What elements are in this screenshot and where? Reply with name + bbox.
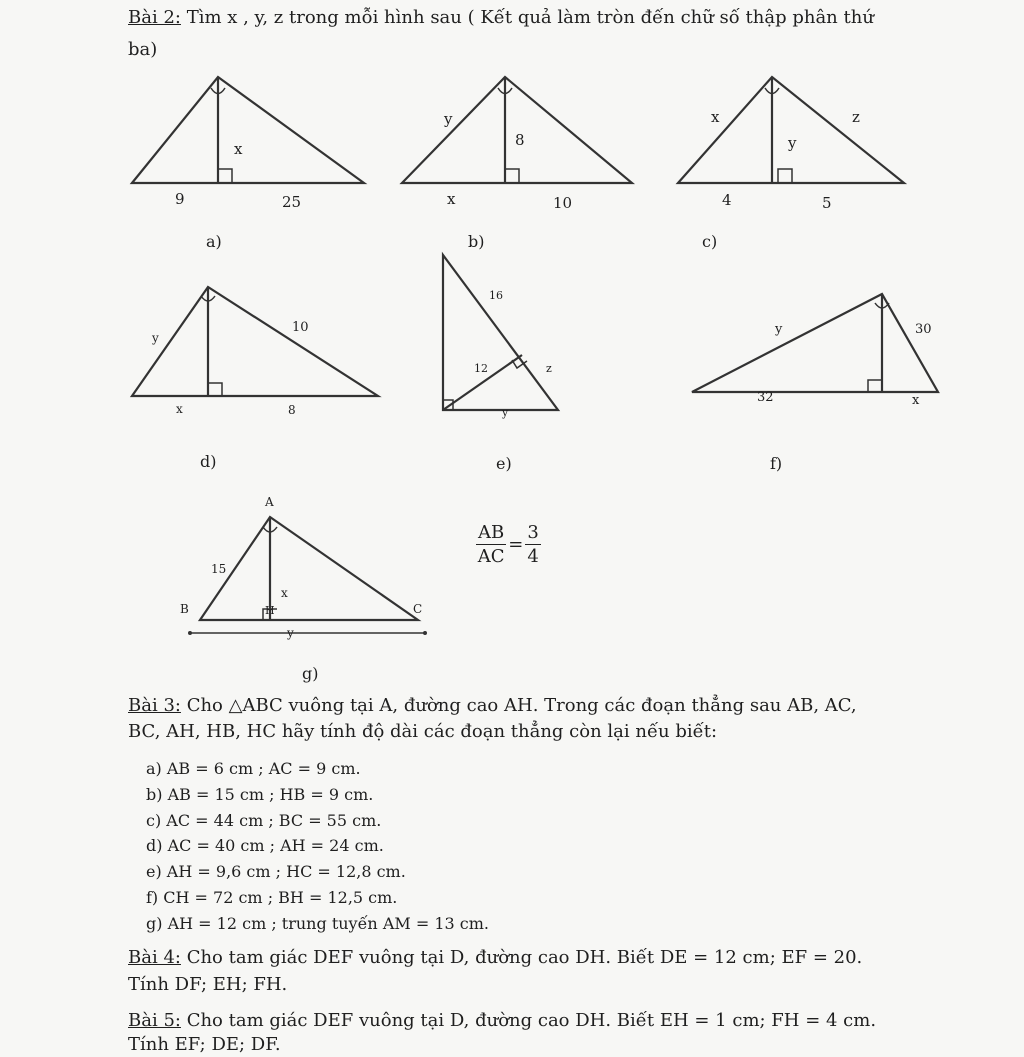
bai3-item-d: d) AC = 40 cm ; AH = 24 cm. (146, 836, 384, 855)
bai3-item-b: b) AB = 15 cm ; HB = 9 cm. (146, 785, 374, 804)
fig-g-y: y (287, 626, 294, 640)
fig-b-x: x (447, 190, 456, 208)
fig-c-l1: 4 (722, 191, 732, 209)
bai3-line1 (128, 694, 928, 718)
fig-d-caption: d) (200, 452, 217, 471)
triangle-d (132, 287, 378, 396)
fig-f-y: y (775, 322, 783, 337)
fig-b-l2: 10 (553, 194, 573, 212)
bai3-line2: BC, AH, HB, HC hãy tính độ dài các đoạn thẳng còn lại nếu biết: (128, 721, 718, 742)
fig-e-z: z (546, 362, 552, 375)
fig-f-x: x (912, 393, 920, 408)
bai2-text: Tìm x , y, z trong mỗi hình sau ( Kết quả làm tròn đến chữ số thập phân thứ (180, 7, 874, 28)
bai4-title: Bài 4: (128, 947, 181, 968)
fig-g-H: H (265, 604, 275, 617)
fig-e-caption: e) (496, 454, 512, 473)
fig-g-caption: g) (302, 664, 319, 683)
triangle-c (678, 77, 904, 183)
fig-d-x: x (176, 402, 183, 416)
ratio-val-num: 3 (527, 522, 539, 543)
bai2-title: Bài 2: (128, 7, 181, 28)
fig-e-y: y (502, 406, 509, 419)
bai3-text: Cho △ABC vuông tại A, đường cao AH. Trong các đoạn thẳng sau AB, AC, (180, 695, 857, 716)
fig-g-side: 15 (211, 562, 227, 576)
fig-b-h: 8 (515, 131, 525, 149)
ratio-val-den: 4 (527, 546, 539, 567)
bai3-item-g: g) AH = 12 cm ; trung tuyến AM = 13 cm. (146, 914, 489, 933)
bai3-item-f: f) CH = 72 cm ; BH = 12,5 cm. (146, 888, 398, 907)
fig-c-l2: 5 (822, 194, 832, 212)
fig-g-A: A (265, 495, 274, 509)
triangle-a (132, 77, 364, 183)
fig-d-l2: 8 (288, 403, 296, 417)
triangle-b (402, 77, 632, 183)
bai3-item-e: e) AH = 9,6 cm ; HC = 12,8 cm. (146, 862, 406, 881)
bai4-line1 (128, 946, 928, 970)
fig-c-caption: c) (702, 232, 718, 251)
bai3-item-a: a) AB = 6 cm ; AC = 9 cm. (146, 759, 361, 778)
bai4-text: Cho tam giác DEF vuông tại D, đường cao DH. Biết DE = 12 cm; EF = 20. (180, 947, 863, 968)
bai4-line2: Tính DF; EH; FH. (128, 974, 288, 995)
fig-g-B: B (180, 602, 189, 616)
ratio-num: AB (478, 522, 505, 543)
fig-e-top: 16 (489, 289, 503, 302)
bai5-line2: Tính EF; DE; DF. (128, 1034, 281, 1055)
triangle-f (692, 294, 938, 392)
bai3-item-c: c) AC = 44 cm ; BC = 55 cm. (146, 811, 382, 830)
fig-a-x: x (234, 140, 243, 158)
fig-a-l1: 9 (175, 190, 185, 208)
bai5-line1 (128, 1009, 928, 1033)
fig-b-caption: b) (468, 232, 485, 251)
fig-f-base: 32 (757, 390, 774, 405)
triangle-e (443, 255, 558, 410)
fig-e-mid: 12 (474, 362, 488, 375)
ratio-eq: = (508, 534, 524, 555)
triangle-g (200, 517, 418, 620)
bai5-title: Bài 5: (128, 1010, 181, 1031)
bai5-text: Cho tam giác DEF vuông tại D, đường cao DH. Biết EH = 1 cm; FH = 4 cm. (180, 1010, 877, 1031)
ratio-den: AC (477, 546, 505, 567)
fig-c-x: x (711, 108, 720, 126)
fig-b-y: y (444, 110, 453, 128)
fig-f-top: 30 (915, 322, 932, 337)
fig-f-caption: f) (770, 454, 783, 473)
fig-c-z: z (852, 108, 860, 126)
fig-c-y: y (788, 134, 797, 152)
fig-d-y: y (152, 331, 159, 345)
fig-g-x: x (281, 586, 288, 600)
ratio-formula (476, 522, 541, 567)
fig-d-top: 10 (292, 320, 309, 335)
fig-g-C: C (413, 602, 423, 616)
fig-a-caption: a) (206, 232, 222, 251)
bai3-title: Bài 3: (128, 695, 181, 716)
fig-a-l2: 25 (282, 193, 302, 211)
bai2-text-cont: ba) (128, 39, 158, 60)
